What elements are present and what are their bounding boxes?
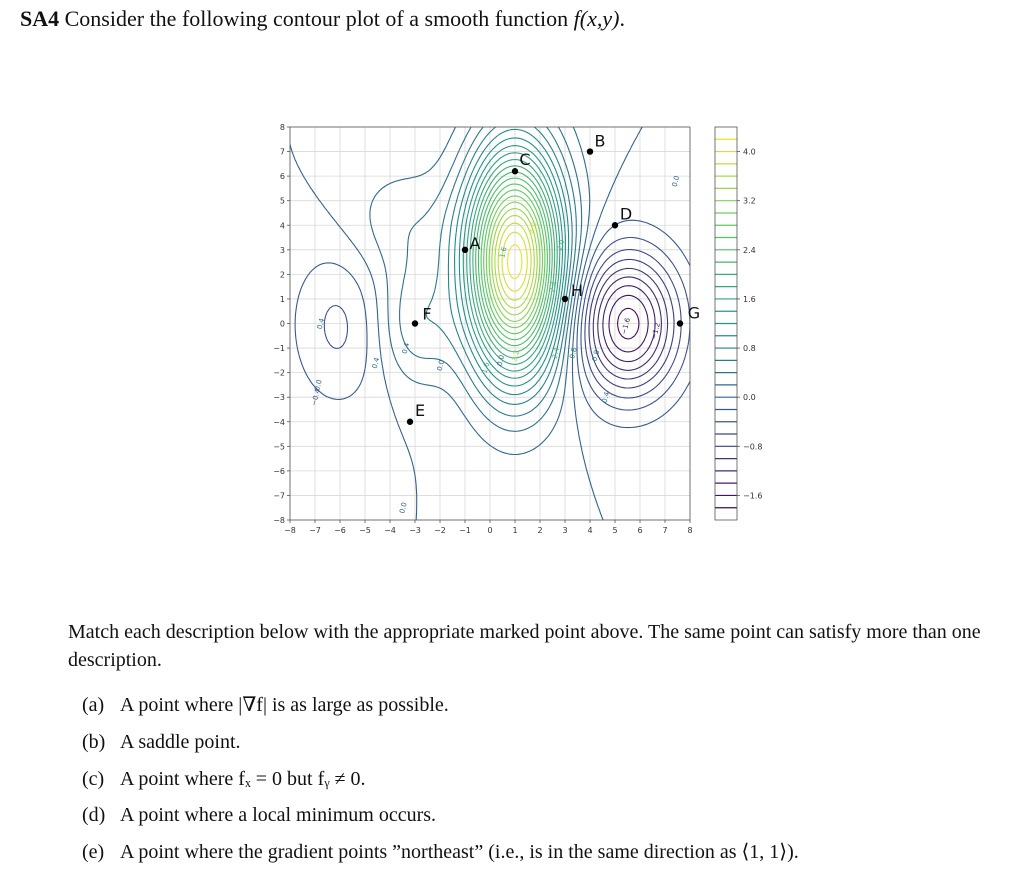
contour-label: 1.6 [498,246,509,259]
x-tick-label: 8 [687,526,693,535]
part-text: A point where |∇f| is as large as possible. [120,694,449,716]
colorbar-tick-label: −1.6 [743,491,763,501]
colorbar-tick-label: −0.8 [743,442,763,452]
point-d-label: D [619,204,633,224]
part-e [82,837,799,874]
function-name: f [573,6,580,31]
y-tick-label: 4 [279,221,285,231]
contour-label: 0.0 [670,174,682,188]
contour-label: 1.6 [480,361,492,375]
x-tick-label: −8 [284,526,296,535]
contour-label: 4.0 [528,221,539,235]
point-e-marker [407,419,413,425]
part-text: A point where the gradient points ”northeast” (i.e., is in the same direction as ⟨1, 1⟩). [120,841,799,864]
parts-list [82,690,799,874]
contour-line [476,172,553,352]
x-tick-label: −3 [409,526,421,535]
part-text: A point where fₓ = 0 but fᵧ ≠ 0. [120,767,366,790]
part-text: A saddle point. [120,730,241,753]
colorbar-tick-label: 4.0 [743,147,756,157]
y-tick-label: −1 [273,344,285,354]
y-tick-label: 3 [279,245,285,255]
y-tick-label: −4 [273,417,285,427]
point-d-marker [612,222,618,228]
point-b-label: B [594,131,606,151]
x-tick-label: 6 [637,526,643,535]
point-f-label: F [422,304,432,324]
colorbar-tick-label: 0.8 [743,344,756,354]
part-label: (a) [82,694,105,716]
contour-label: 0.4 [370,356,382,370]
x-tick-label: 3 [562,526,568,535]
x-tick-label: 4 [587,526,593,535]
contour-line [489,202,540,321]
x-tick-label: −2 [434,526,446,535]
y-tick-label: 0 [279,319,285,329]
y-tick-label: −7 [273,491,285,501]
point-g-label: G [687,303,701,323]
point-a-label: A [469,233,481,253]
x-tick-label: 5 [612,526,618,535]
x-tick-label: −6 [334,526,346,535]
contour-label: −1.2 [649,321,663,341]
contour-label: 2.4 [550,346,562,360]
contour-label: 0.8 [568,346,579,360]
part-label: (b) [82,730,106,753]
part-d [82,800,799,837]
part-label: (c) [82,767,105,790]
contour-label: −0.4 [309,388,323,407]
point-c-marker [512,168,518,174]
y-tick-label: −6 [273,466,285,476]
part-label: (d) [82,804,106,827]
contour-label: 2.4 [548,280,559,294]
colorbar-tick-label: 0.0 [743,393,756,403]
problem-period: . [619,6,625,31]
part-c [82,764,799,801]
x-tick-label: −1 [459,526,471,535]
colorbar-tick-label: 2.4 [743,245,756,255]
instructions: Match each description below with the appropriate marked point above. The same point can satisfy more than one description. [68,621,981,671]
y-tick-label: 1 [279,294,285,304]
x-tick-label: −5 [359,526,371,535]
point-h-label: H [570,280,584,300]
x-tick-label: −7 [309,526,321,535]
contour-line [484,190,545,334]
contour-label: 0.0 [495,354,507,368]
contour-label: −1.6 [619,316,633,336]
x-tick-label: 2 [537,526,543,535]
contour-label: 0.4 [400,341,412,355]
contour-label: 0.8 [590,349,602,363]
contour-label: 0.4 [315,317,327,331]
y-tick-label: −3 [273,393,285,403]
y-tick-label: 5 [279,196,285,206]
part-a [82,690,799,727]
x-tick-label: −4 [384,526,396,535]
problem-text: Consider the following contour plot of a smooth function [64,6,569,31]
contour-label: 0.0 [313,378,324,392]
x-tick-label: 7 [662,526,668,535]
contour-label: 0.0 [398,501,409,515]
point-e-label: E [414,400,426,420]
y-tick-label: 2 [279,270,285,280]
y-tick-label: −2 [273,368,285,378]
colorbar-tick-label: 1.6 [743,294,756,304]
x-tick-label: 0 [487,526,493,535]
y-tick-label: 6 [279,172,285,182]
y-tick-label: −5 [273,442,285,452]
y-tick-label: 7 [279,147,285,157]
y-tick-label: 8 [279,123,285,132]
contour-label: 3.2 [510,349,522,363]
contour-label: 0.0 [435,359,447,372]
point-b-marker [587,148,593,154]
part-text: A point where a local minimum occurs. [120,804,437,827]
contour-label: 2.0 [555,238,567,252]
point-f-marker [412,320,418,326]
point-a-marker [462,247,468,253]
point-g-marker [677,320,683,326]
function-args: (x,y) [579,6,620,31]
x-tick-label: 1 [512,526,518,535]
y-tick-label: −8 [273,516,285,525]
problem-label: SA4 [20,6,60,31]
part-label: (e) [82,841,105,864]
contour-label: 0.4 [600,391,612,404]
colorbar-tick-label: 3.2 [743,196,756,206]
point-c-label: C [519,150,531,170]
part-b [82,727,799,764]
point-h-marker [562,296,568,302]
